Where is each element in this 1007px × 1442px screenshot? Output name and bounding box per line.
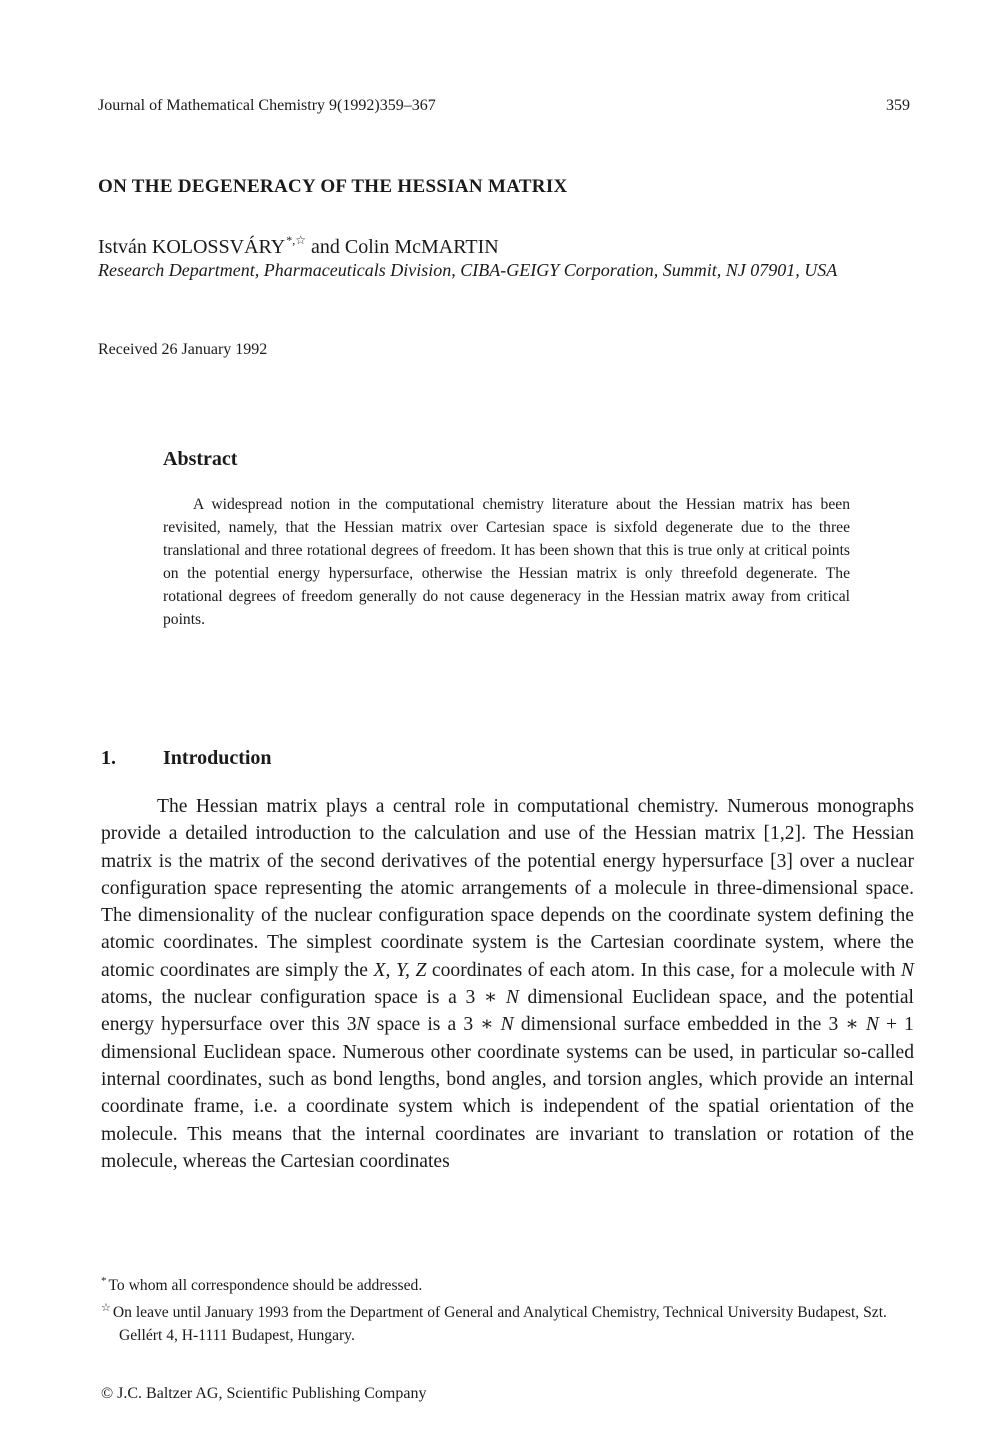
intro-text-1: The Hessian matrix plays a central role in computational chemistry. Numerous monographs provide a detailed introduction to the calculation and use of the Hessian matrix [1,2]. The Hessian matrix is the matrix of the second derivatives of the potential energy hypersurface [3] over a nuclear configuration space representing the atomic arrangements of a molecule in three-dimensional space. The dimensionality of the nuclear configuration space depends on the coordinate system defining the atomic coordinates. The simplest coordinate system is the Cartesian coordinate system, where the atomic coordinates are simply the [101, 796, 914, 981]
footnote-leave [101, 1297, 916, 1347]
footnote-text: To whom all correspondence should be addressed. [108, 1277, 423, 1294]
page-number: 359 [886, 97, 910, 114]
running-head [98, 96, 910, 116]
footnote-mark: * [101, 1275, 107, 1287]
footnotes [101, 1270, 916, 1347]
introduction-paragraph [101, 793, 914, 1175]
intro-text-2: coordinates of each atom. In this case, for a molecule with [426, 959, 901, 981]
section-number: 1. [101, 747, 116, 769]
intro-var-xyz: X, Y, Z [373, 959, 427, 981]
intro-text-4: dimensional Euclidean space, and the potential energy hypersurface over this 3 [101, 987, 914, 1036]
intro-text-6: dimensional surface embedded in the 3 ∗ [513, 1014, 866, 1036]
author-line [98, 227, 910, 260]
abstract-heading: Abstract [163, 448, 238, 470]
section-heading-introduction [101, 745, 272, 771]
intro-var-n: N [356, 1014, 370, 1036]
intro-var-n: N [900, 959, 914, 981]
section-title: Introduction [163, 747, 272, 769]
article-title: ON THE DEGENERACY OF THE HESSIAN MATRIX [98, 176, 568, 197]
author-footnote-marks: *,☆ [286, 233, 307, 247]
copyright-notice: © J.C. Baltzer AG, Scientific Publishing Company [101, 1385, 427, 1402]
intro-text-3: atoms, the nuclear configuration space is a 3 ∗ [101, 987, 506, 1009]
intro-text-7: + 1 dimensional Euclidean space. Numerous other coordinate systems can be used, in particular so-called internal coordinates, such as bond lengths, bond angles, and torsion angles, which provide an internal coordinate frame, i.e. a coordinate system which is independent of the spatial orientation of the molecule. This means that the internal coordinates are invariant to translation or rotation of the molecule, whereas the Cartesian coordinates [101, 1014, 914, 1172]
journal-citation: Journal of Mathematical Chemistry 9(1992)359–367 [98, 97, 436, 114]
intro-text-5: space is a 3 ∗ [369, 1014, 501, 1036]
intro-var-n: N [505, 987, 519, 1009]
author-conjunction: and [306, 236, 345, 258]
footnote-text: On leave until January 1993 from the Department of General and Analytical Chemistry, Technical University Budapest, Szt. Gellért 4, H-1111 Budapest, Hungary. [112, 1304, 887, 1344]
abstract-text: A widespread notion in the computational chemistry literature about the Hessian matrix has been revisited, namely, that the Hessian matrix over Cartesian space is sixfold degenerate due to the three translational and three rotational degrees of freedom. It has been shown that this is true only at critical points on the potential energy hypersurface, otherwise the Hessian matrix is only threefold degenerate. The rotational degrees of freedom generally do not cause degeneracy in the Hessian matrix away from critical points. [163, 496, 850, 628]
author-kolossvary: István KOLOSSVÁRY [98, 236, 286, 258]
intro-var-n: N [500, 1014, 514, 1036]
footnote-mark: ☆ [101, 1302, 111, 1314]
author-mcmartin: Colin McMARTIN [344, 236, 499, 258]
footnote-correspondence [101, 1270, 916, 1297]
intro-var-n: N [865, 1014, 879, 1036]
received-date: Received 26 January 1992 [98, 341, 268, 358]
author-affiliation: Research Department, Pharmaceuticals Division, CIBA-GEIGY Corporation, Summit, NJ 07901, USA [98, 260, 838, 280]
